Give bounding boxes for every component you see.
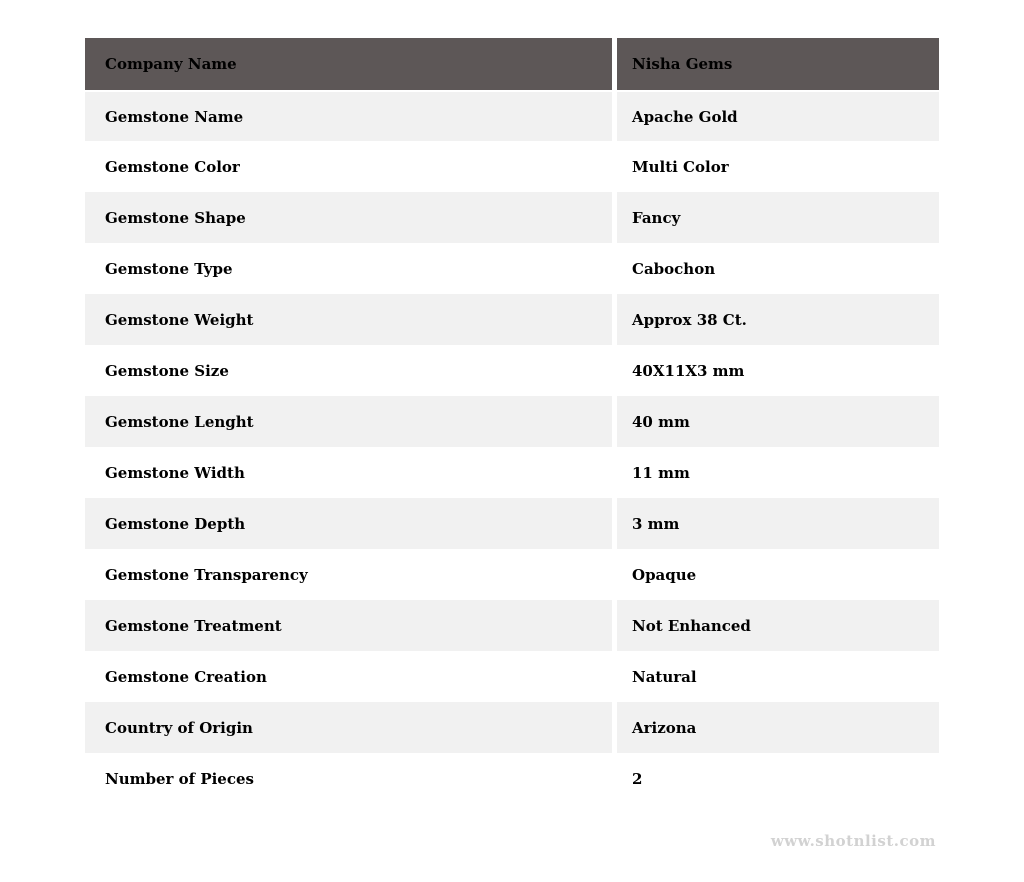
table-body — [85, 90, 939, 804]
table-row — [85, 702, 939, 753]
row-value-cell: Multi Color — [612, 141, 939, 192]
table-row — [85, 447, 939, 498]
row-label-cell: Gemstone Creation — [105, 667, 267, 686]
row-label-cell: Gemstone Shape — [105, 208, 246, 227]
table-row — [85, 651, 939, 702]
row-label-cell: Gemstone Lenght — [105, 412, 254, 431]
table-row — [85, 192, 939, 243]
row-value-cell: 2 — [612, 753, 939, 804]
row-value-cell: Cabochon — [612, 243, 939, 294]
row-value-cell: 3 mm — [612, 498, 939, 549]
table-row — [85, 90, 939, 141]
row-label-cell: Gemstone Weight — [105, 310, 254, 329]
table-row — [85, 243, 939, 294]
row-label-cell: Gemstone Width — [105, 463, 245, 482]
header-row — [85, 38, 939, 90]
row-label-cell: Gemstone Color — [105, 157, 240, 176]
row-label-cell: Gemstone Size — [105, 361, 229, 380]
row-value-cell: Not Enhanced — [612, 600, 939, 651]
header-value-cell: Nisha Gems — [612, 38, 939, 90]
watermark-text: www.shotnlist.com — [770, 832, 936, 850]
row-value-cell: Fancy — [612, 192, 939, 243]
gemstone-spec-table — [85, 38, 939, 804]
table-row — [85, 549, 939, 600]
row-value-cell: 11 mm — [612, 447, 939, 498]
header-label-cell: Company Name — [85, 38, 612, 90]
row-label-cell: Country of Origin — [105, 718, 253, 737]
row-label-cell: Gemstone Type — [105, 259, 233, 278]
row-value-cell: 40 mm — [612, 396, 939, 447]
row-value-cell: Arizona — [612, 702, 939, 753]
row-label-cell: Gemstone Name — [85, 90, 612, 141]
row-value-cell: Apache Gold — [612, 90, 939, 141]
row-value-cell: 40X11X3 mm — [612, 345, 939, 396]
row-label-cell: Number of Pieces — [105, 769, 254, 788]
row-label-cell: Gemstone Treatment — [105, 616, 282, 635]
table-row — [85, 498, 939, 549]
table-row — [85, 600, 939, 651]
table-row — [85, 294, 939, 345]
row-value-cell: Opaque — [612, 549, 939, 600]
row-value-cell: Approx 38 Ct. — [612, 294, 939, 345]
table-row — [85, 141, 939, 192]
row-label-cell: Gemstone Depth — [105, 514, 246, 533]
table-row — [85, 753, 939, 804]
row-value-cell: Natural — [612, 651, 939, 702]
table-row — [85, 345, 939, 396]
table-row — [85, 396, 939, 447]
table-header — [85, 38, 939, 90]
row-label-cell: Gemstone Transparency — [105, 565, 308, 584]
